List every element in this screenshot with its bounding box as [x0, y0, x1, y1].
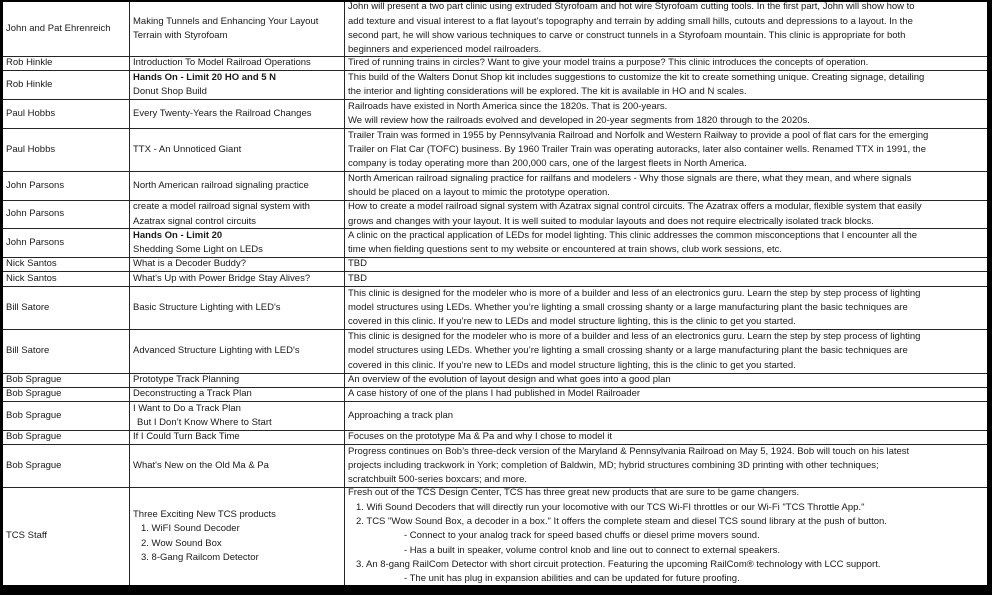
clinic-title-cell [130, 287, 345, 329]
presenter-cell [3, 488, 130, 585]
clinic-title-cell [130, 201, 345, 228]
presenter-cell [3, 229, 130, 257]
description-cell-line: time when fielding questions sent to my website or encountered at train shows, club work sessions, etc. [348, 244, 783, 255]
clinic-title-cell-line: Hands On - Limit 20 HO and 5 N [133, 71, 277, 83]
clinic-title-cell [130, 71, 345, 99]
description-cell [345, 445, 987, 487]
presenter-cell [3, 287, 130, 329]
description-cell-line: Tired of running trains in circles? Want to give your model trains a purpose? This clinic introduces the concepts of operation. [348, 57, 869, 69]
presenter-cell [3, 172, 130, 200]
description-cell-line: grows and changes with your layout. It is well suited to modular layouts and does not require electrically isolated track blocks. [348, 215, 874, 227]
description-cell [345, 374, 987, 387]
description-cell-line: Railroads have existed in North America since the 1820s. That is 200-years. [348, 100, 668, 112]
presenter-cell [3, 57, 130, 70]
clinic-title-cell-line: Advanced Structure Lighting with LED's [133, 345, 300, 357]
presenter-cell [3, 374, 130, 387]
clinic-title-cell [130, 488, 345, 585]
description-cell-line: TBD [348, 272, 367, 284]
presenter-cell-line: John Parsons [6, 236, 65, 248]
description-cell-line: How to create a model railroad signal system with Azatrax signal control circuits. The Azatrax offers a modular, flexible system that easily [348, 201, 922, 213]
presenter-cell [3, 388, 130, 401]
clinic-title-cell-line: But I Don’t Know Where to Start [137, 417, 272, 428]
table-row [3, 330, 987, 374]
description-cell-line: should be placed on a layout to mimic the prototype operation. [348, 187, 610, 198]
description-cell [345, 71, 987, 99]
description-cell-line: company is today operating more than 200,000 cars, one of the largest fleets in North America. [348, 158, 747, 170]
table-row [3, 445, 987, 488]
presenter-cell-line: John and Pat Ehrenreich [6, 22, 111, 34]
description-cell-line: model structures using LEDs. Whether you’re lighting a small crossing shanty or a large manufacturing plant the basic techniques are [348, 345, 908, 357]
description-cell-line: North American railroad signaling practice for railfans and modelers - Why those signals are there, what they mean, and where signals [348, 172, 912, 184]
description-cell-line: This build of the Walters Donut Shop kit includes suggestions to customize the kit to create something unique. Creating signage, detailing [348, 71, 925, 83]
description-cell [345, 57, 987, 70]
description-cell-line: projects including trackwork in York; completion of Baldwin, MD; hybrid structures combining 3D printing with other techniques; [348, 459, 879, 471]
description-cell-line: Trailer Train was formed in 1955 by Pennsylvania Railroad and Norfolk and Western Railway to provide a pool of flat cars for the emerging [348, 129, 929, 141]
clinic-title-cell [130, 402, 345, 430]
description-cell [345, 201, 987, 228]
description-cell-line: This clinic is designed for the modeler who is more of a builder and less of an electronics guru. Learn the step by step process of lighting [348, 287, 921, 299]
clinic-title-cell [130, 445, 345, 487]
description-cell-line: Focuses on the prototype Ma & Pa and why I chose to model it [348, 431, 613, 443]
description-cell [345, 402, 987, 430]
table-row [3, 402, 987, 431]
description-cell [345, 388, 987, 401]
description-cell-line: covered in this clinic. If you’re new to LEDs and model structure lighting, this is the clinic to get you started. [348, 316, 796, 328]
description-cell [345, 287, 987, 329]
presenter-cell [3, 402, 130, 430]
clinic-title-cell [130, 2, 345, 56]
presenter-cell-line: John Parsons [6, 179, 65, 191]
clinic-title-cell-line: I Want to Do a Track Plan [133, 402, 241, 414]
clinic-title-cell [130, 57, 345, 70]
description-cell-line: Trailer on Flat Car (TOFC) business. By 1960 Trailer Train was operating autoracks, later also container wells. Renamed TTX in 1991, the [348, 143, 926, 155]
description-cell [345, 330, 987, 373]
clinic-title-cell-line: Basic Structure Lighting with LED's [133, 301, 281, 313]
presenter-cell-line: Bob Sprague [6, 459, 62, 471]
clinic-title-cell-line: Hands On - Limit 20 [133, 229, 223, 241]
table-row [3, 374, 987, 388]
description-cell-line: second part, he will show various techniques to carve or construct tunnels in a Styrofoam mountain. This clinic is appropriate for both [348, 30, 906, 41]
clinic-title-cell-line: If I Could Turn Back Time [133, 431, 240, 443]
description-cell [345, 272, 987, 286]
description-cell-line: 1. Wifi Sound Decoders that will directly run your locomotive with our TCS Wi-FI throttles or our Wi-Fi "TCS Throttle App." [356, 501, 865, 513]
description-cell [345, 488, 987, 585]
presenter-cell [3, 201, 130, 228]
clinic-title-cell-line: Azatrax signal control circuits [133, 215, 257, 227]
presenter-cell [3, 71, 130, 99]
description-cell-line: 3. An 8-gang RailCom Detector with short circuit protection. Featuring the upcoming RailCom® technology with LCC support. [356, 558, 881, 570]
description-cell-line: John will present a two part clinic using extruded Styrofoam and hot wire Styrofoam cutting tools. In the first part, John will show how to [348, 2, 915, 13]
description-cell-line: We will review how the railroads evolved and developed in 20-year segments from 1820 through to the 2020s. [348, 115, 810, 126]
description-cell-line: - The unit has plug in expansion abilities and can be updated for future proofing. [404, 573, 740, 585]
presenter-cell [3, 330, 130, 373]
clinic-title-cell-line: Donut Shop Build [133, 86, 207, 97]
description-cell-line: covered in this clinic. If you’re new to LEDs and model structure lighting, this is the clinic to get you started. [348, 359, 796, 371]
table-row [3, 388, 987, 402]
description-cell-line: model structures using LEDs. Whether you’re lighting a small crossing shanty or a large manufacturing plant the basic techniques are [348, 301, 908, 313]
presenter-cell-line: Paul Hobbs [6, 143, 56, 155]
table-row [3, 258, 987, 272]
clinic-title-cell-line: Every Twenty-Years the Railroad Changes [133, 107, 312, 119]
description-cell-line: - Has a built in speaker, volume control knob and line out to connect to external speakers. [404, 544, 780, 556]
clinic-title-cell [130, 330, 345, 373]
clinic-title-cell-line: 2. Wow Sound Box [141, 537, 222, 549]
description-cell-line: This clinic is designed for the modeler who is more of a builder and less of an electronics guru. Learn the step by step process of lighting [348, 331, 921, 343]
table-row [3, 201, 987, 229]
table-row [3, 57, 987, 71]
description-cell [345, 129, 987, 171]
clinic-title-cell-line: North American railroad signaling practice [133, 179, 309, 191]
presenter-cell-line: Nick Santos [6, 258, 57, 270]
description-cell [345, 431, 987, 444]
clinic-title-cell [130, 388, 345, 401]
presenter-cell [3, 129, 130, 171]
clinic-title-cell [130, 172, 345, 200]
clinic-title-cell [130, 272, 345, 286]
presenter-cell-line: Rob Hinkle [6, 78, 53, 90]
presenter-cell [3, 100, 130, 128]
clinic-title-cell-line: Three Exciting New TCS products [133, 508, 276, 520]
description-cell-line: scratchbuilt 500-series boxcars; and more. [348, 474, 527, 486]
presenter-cell-line: Bob Sprague [6, 409, 62, 421]
clinic-title-cell-line: create a model railroad signal system with [133, 201, 310, 213]
presenter-cell-line: Bill Satore [6, 345, 50, 357]
presenter-cell-line: Paul Hobbs [6, 107, 56, 119]
clinic-title-cell-line: Deconstructing a Track Plan [133, 388, 252, 400]
clinic-title-cell-line: 3. 8-Gang Railcom Detector [141, 551, 259, 563]
clinic-title-cell [130, 374, 345, 387]
table-row [3, 71, 987, 100]
table-row [3, 272, 987, 287]
table-row [3, 431, 987, 445]
clinic-title-cell-line: Prototype Track Planning [133, 374, 240, 386]
presenter-cell [3, 445, 130, 487]
description-cell [345, 172, 987, 200]
table-row [3, 488, 987, 585]
presenter-cell-line: Bob Sprague [6, 431, 62, 443]
clinic-title-cell-line: Making Tunnels and Enhancing Your Layout [133, 15, 319, 27]
table-row [3, 229, 987, 258]
clinic-title-cell-line: Terrain with Styrofoam [133, 30, 228, 41]
clinic-title-cell [130, 431, 345, 444]
presenter-cell-line: TCS Staff [6, 530, 48, 542]
presenter-cell-line: Bob Sprague [6, 374, 62, 386]
presenter-cell [3, 272, 130, 286]
presenter-cell-line: Bob Sprague [6, 388, 62, 400]
table-row [3, 287, 987, 330]
clinic-title-cell-line: Shedding Some Light on LEDs [133, 244, 263, 255]
description-cell-line: add texture and visual interest to a flat layout’s topography and terrain by adding small hills, cutouts and depressions to a layout. In the [348, 15, 913, 27]
clinic-title-cell [130, 229, 345, 257]
table-row [3, 100, 987, 129]
description-cell-line: TBD [348, 258, 367, 270]
description-cell-line: 2. TCS "Wow Sound Box, a decoder in a box." It offers the complete steam and diesel TCS sound library at the push of button. [356, 516, 887, 528]
presenter-cell-line: John Parsons [6, 208, 65, 220]
description-cell-line: A clinic on the practical application of LEDs for model lighting. This clinic addresses the common misconceptions that I encounter all the [348, 229, 918, 241]
presenter-cell-line: Bill Satore [6, 301, 50, 313]
presenter-cell-line: Rob Hinkle [6, 57, 53, 69]
description-cell [345, 229, 987, 257]
presenter-cell-line: Nick Santos [6, 272, 57, 284]
description-cell-line: - Connect to your analog track for speed based chuffs or diesel prime movers sound. [404, 530, 760, 542]
description-cell-line: A case history of one of the plans I had published in Model Railroader [348, 388, 641, 400]
clinic-title-cell-line: What's Up with Power Bridge Stay Alives? [133, 272, 311, 284]
description-cell-line: Progress continues on Bob’s three-deck version of the Maryland & Pennsylvania Railroad on May 5, 1924. Bob will touch on his latest [348, 445, 910, 457]
description-cell [345, 2, 987, 56]
description-cell-line: beginners and experienced model railroaders. [348, 44, 542, 56]
clinic-title-cell-line: What's New on the Old Ma & Pa [133, 459, 269, 471]
description-cell [345, 258, 987, 271]
table-row [3, 172, 987, 201]
clinic-title-cell [130, 129, 345, 171]
presenter-cell [3, 2, 130, 56]
presenter-cell [3, 258, 130, 271]
clinic-title-cell-line: Introduction To Model Railroad Operations [133, 57, 311, 69]
description-cell-line: Approaching a track plan [348, 409, 454, 421]
table-row [3, 2, 987, 57]
description-cell-line: An overview of the evolution of layout design and what goes into a good plan [348, 374, 671, 386]
description-cell-line: Fresh out of the TCS Design Center, TCS has three great new products that are sure to be game changers. [348, 488, 800, 499]
clinic-title-cell-line: What is a Decoder Buddy? [133, 258, 247, 270]
clinic-title-cell-line: 1. WiFI Sound Decoder [141, 523, 240, 535]
description-cell-line: the interior and lighting considerations will be explored. The kit is available in HO and N scales. [348, 86, 747, 97]
presenter-cell [3, 431, 130, 444]
clinic-title-cell-line: TTX - An Unnoticed Giant [133, 143, 242, 155]
clinic-title-cell [130, 258, 345, 271]
description-cell [345, 100, 987, 128]
clinic-title-cell [130, 100, 345, 128]
table-row [3, 129, 987, 172]
